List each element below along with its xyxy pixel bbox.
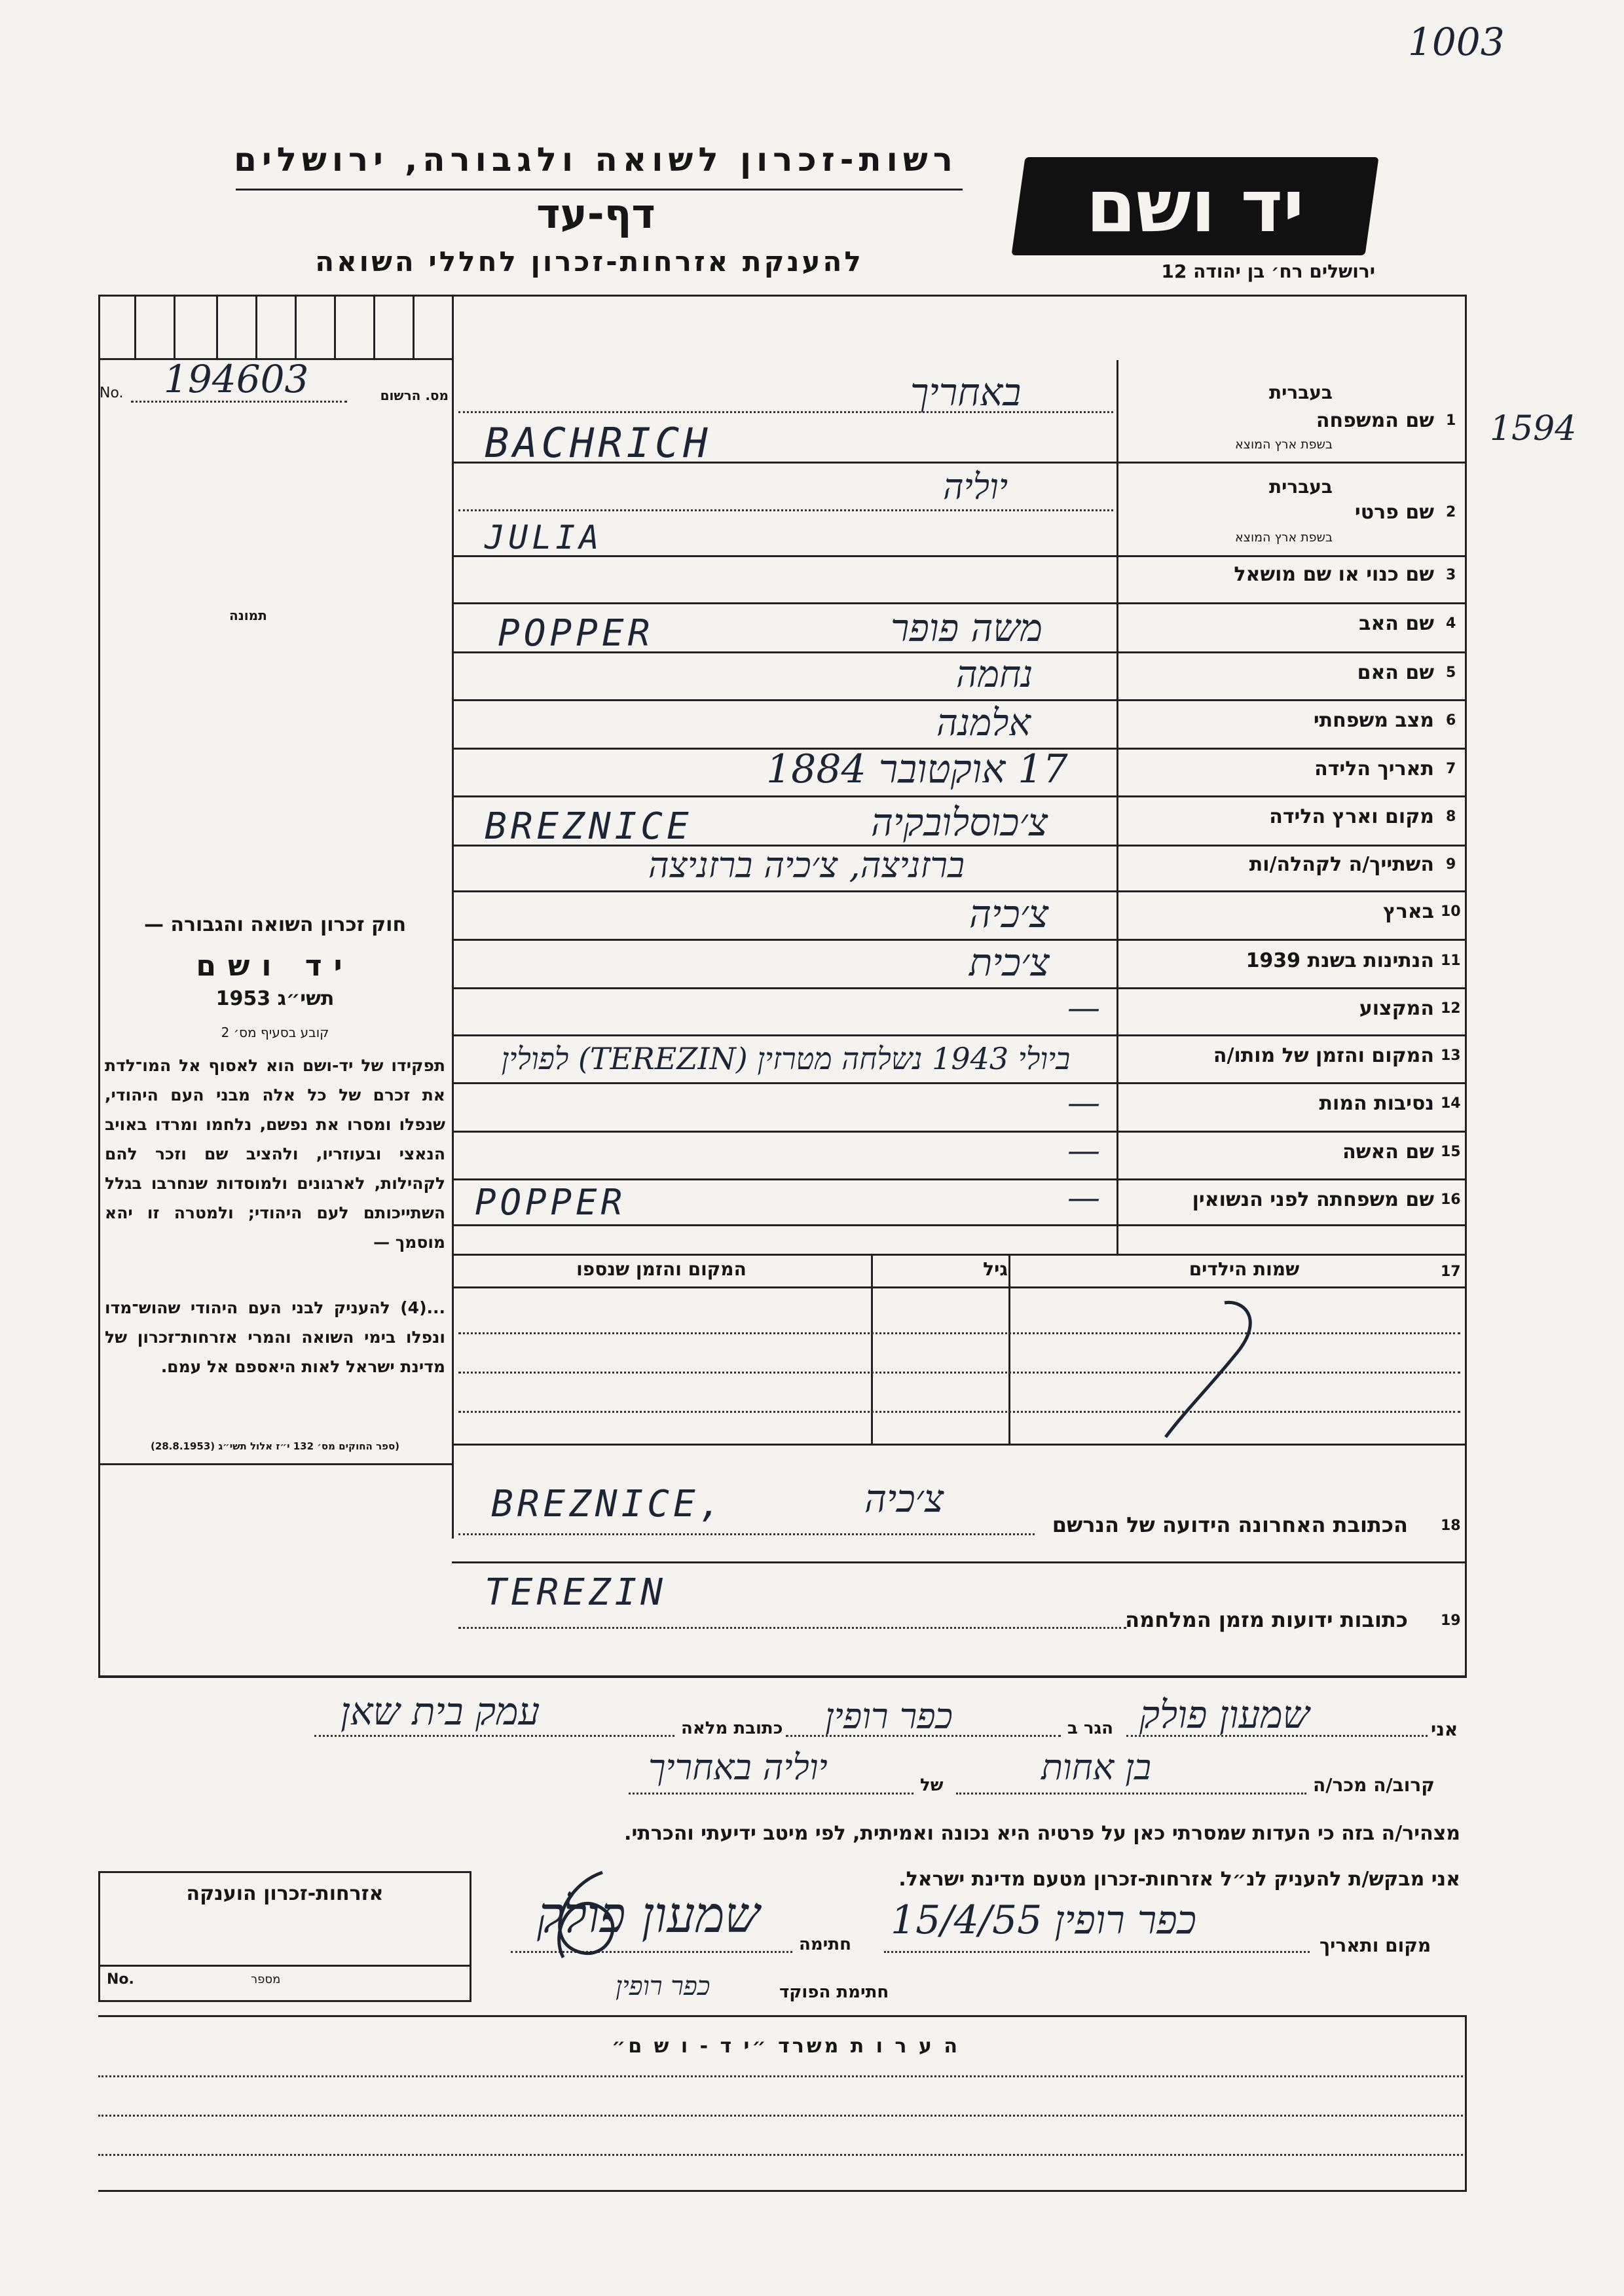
row-divider-11 — [452, 987, 1467, 989]
official-signature-label: חתימת הפוקד — [779, 1982, 889, 2002]
last-address-label: הכתובת האחרונה הידועה של הנרשם — [1052, 1512, 1408, 1537]
field-6-number: 6 — [1446, 712, 1456, 729]
form-frame — [98, 295, 1467, 1677]
place-date-dotted — [884, 1951, 1310, 1953]
field-11-number: 11 — [1441, 953, 1461, 969]
field-9-label: השתייך/ה לקהלה/ות — [1249, 853, 1434, 876]
last-address-dotted — [458, 1533, 1035, 1535]
field-16-latin-value: POPPER — [475, 1182, 627, 1223]
field-8-number: 8 — [1446, 809, 1456, 825]
field-9-value: ברזניצה, צ׳כיה ברזניצה — [648, 845, 965, 886]
law-title: חוק זכרון השואה והגבורה — — [143, 913, 407, 936]
declaration-ani: אני — [1431, 1719, 1458, 1740]
memorial-box-number-label: מספר — [251, 1973, 281, 1986]
field-4-number: 4 — [1446, 615, 1456, 632]
field-3-label: שם כנוי או שם מושאל — [1234, 563, 1434, 586]
row-divider-15 — [452, 1178, 1467, 1180]
row-divider-5 — [452, 699, 1467, 701]
declaration-request: אני מבקש/ת להעניק לנ״ל אזרחות-זכרון מטעם מדינת ישראל. — [898, 1868, 1460, 1891]
row-divider-3 — [452, 602, 1467, 604]
law-year-hebrew: תשי״ג — [277, 987, 335, 1010]
last-address-latin: BREZNICE, — [491, 1483, 726, 1525]
form-subtitle: להענקת אזרחות-זכרון לחללי השואה — [315, 246, 864, 278]
residence-value: כפר רופין — [825, 1696, 953, 1737]
field-16-value: — — [1067, 1178, 1100, 1216]
children-header-line — [452, 1286, 1467, 1288]
field-12-label: המקצוע — [1359, 997, 1434, 1020]
place-date-label: מקום ותאריך — [1320, 1935, 1431, 1956]
wartime-address-dotted — [458, 1627, 1126, 1629]
row-divider-12 — [452, 1034, 1467, 1036]
of-name-dotted — [629, 1793, 913, 1795]
place-date-value: כפר רופין 15/4/55 — [891, 1897, 1196, 1943]
law-citation: (ספר החוקים מס׳ 132 י״ז אלול תשי״ג (28.8.1953) — [150, 1440, 400, 1452]
field-4-latin-value: POPPER — [498, 612, 654, 655]
archive-number: 1003 — [1408, 20, 1505, 64]
field-13-number: 13 — [1441, 1048, 1461, 1064]
remarks-right-border — [1465, 2015, 1467, 2192]
field-13-value: ביולי 1943 נשלחה מטרזין (TEREZIN) לפולין — [501, 1041, 1071, 1076]
wartime-address-label: כתובות ידועות מזמן המלחמה — [1125, 1607, 1408, 1632]
of-label: של — [920, 1776, 944, 1795]
field-8-latin-value: BREZNICE — [485, 805, 693, 848]
label-column-divider — [1116, 360, 1118, 1254]
registration-no-label: No. — [100, 385, 124, 401]
field-16-number: 16 — [1441, 1192, 1461, 1208]
field-14-label: נסיבות המות — [1319, 1092, 1434, 1115]
row-divider-2 — [452, 555, 1467, 557]
left-column-divider — [452, 295, 454, 1539]
field-2-number: 2 — [1446, 504, 1456, 520]
declaration-statement: מצהיר/ה בזה כי העדות שמסרתי כאן על פרטיה היא נכונה ואמיתית, לפי מיטב ידיעתי והכרתי. — [624, 1822, 1460, 1845]
relation-value: בן אחות — [1041, 1747, 1152, 1788]
field-15-number: 15 — [1441, 1144, 1461, 1160]
field-11-value: צ׳כית — [969, 940, 1050, 985]
law-year-number: 1953 — [215, 987, 271, 1010]
signature: שמעון פולק — [537, 1886, 760, 1944]
field-6-label: מצב משפחתי — [1313, 709, 1434, 732]
row-divider-7 — [452, 795, 1467, 797]
children-col-place-time: המקום והזמן שנספו — [576, 1258, 747, 1280]
children-row-line-2 — [458, 1372, 1460, 1374]
yad-vashem-logo — [1011, 157, 1378, 255]
field-15-value: — — [1067, 1131, 1100, 1169]
children-bottom-line — [452, 1444, 1467, 1446]
children-row-line-3 — [458, 1411, 1460, 1413]
declaration-top-line — [98, 1676, 1467, 1678]
field-2-latin-value: JULIA — [485, 519, 603, 556]
field-16-label: שם משפחתה לפני הנשואין — [1192, 1188, 1434, 1211]
children-col-age: גיל — [983, 1258, 1008, 1280]
side-note-number: 1594 — [1490, 409, 1577, 448]
registration-label: מס. הרשום — [380, 388, 449, 403]
law-logo: יד ושם — [196, 949, 354, 983]
field-2-hebrew-value: יוליה — [943, 466, 1008, 507]
form-title: דף-עד — [536, 190, 655, 238]
last-address-number: 18 — [1441, 1518, 1461, 1534]
official-stamp: כפר רופין — [616, 1971, 710, 2001]
law-paragraph-1: תפקידו של יד-ושם הוא לאסוף אל המו־לדת את זכרם של כל אלה מבני העם היהודי, שנפלו ומסרו את נפשם, נלחמו ומרדו באויב הנאצי ובעוזריו, ולהציב שם וזכר להם לקהילות, לארגונים ולמוסדות שנחרבו בגלל השתייכותם לעם היהודי; ולמטרה זו יהא מוסמך — — [105, 1056, 445, 1252]
authority-title: רשות-זכרון לשואה ולגבורה, ירושלים — [234, 141, 958, 179]
field-5-value: נחמה — [956, 653, 1033, 696]
memorial-box — [98, 1871, 471, 2002]
field-2-separator — [458, 509, 1113, 511]
field-10-label: בארץ — [1382, 900, 1434, 923]
relative-label: קרוב/ה מכר/ה — [1313, 1774, 1435, 1796]
remarks-line-1 — [98, 2075, 1467, 2077]
full-address-label: כתובת מלאה — [681, 1719, 783, 1738]
row-divider-18 — [452, 1561, 1467, 1563]
field-11-label: הנתינות בשנת 1939 — [1246, 949, 1434, 972]
resides-at-label: הגר ב — [1067, 1719, 1114, 1738]
field-14-number: 14 — [1441, 1095, 1461, 1112]
declarant-name: שמעון פולק — [1139, 1692, 1310, 1737]
signature-label: חתימה — [799, 1935, 851, 1954]
law-clause: קובע בסעיף מס׳ 2 — [221, 1025, 329, 1040]
field-7-number: 7 — [1446, 761, 1456, 777]
field-5-label: שם האם — [1357, 661, 1434, 684]
field-2-origin-language: בשפת ארץ המוצא — [1234, 530, 1333, 545]
remarks-line-3 — [98, 2154, 1467, 2156]
memorial-box-title: אזרחות-זכרון הוענקה — [186, 1882, 384, 1905]
field-1-separator — [458, 411, 1113, 413]
field-9-number: 9 — [1446, 856, 1456, 873]
field-14-value: — — [1067, 1084, 1100, 1121]
field-1-latin-value: BACHRICH — [485, 419, 712, 467]
memorial-box-divider — [100, 1965, 470, 1967]
field-8-label: מקום וארץ הלידה — [1269, 805, 1434, 828]
remarks-label: ה ע ר ו ת משרד ״י ד - ו ש ם״ — [612, 2035, 960, 2058]
top-grid-boxes — [98, 295, 452, 360]
address-value: עמק בית שאן — [341, 1689, 540, 1734]
children-col-names: שמות הילדים — [1189, 1258, 1300, 1280]
field-6-value: אלמנה — [936, 702, 1031, 744]
law-year — [101, 987, 449, 1010]
children-number: 17 — [1441, 1264, 1461, 1280]
field-1-in-hebrew: בעברית — [1268, 382, 1333, 403]
remarks-top-line — [98, 2015, 1467, 2017]
field-2-in-hebrew: בעברית — [1268, 476, 1333, 498]
memorial-box-no: No. — [107, 1971, 134, 1988]
field-4-hebrew-value: משה פופר — [891, 606, 1043, 650]
field-10-value: צ׳כיה — [969, 892, 1049, 936]
row-divider-17 — [452, 1254, 1467, 1256]
children-strike-mark — [1133, 1293, 1277, 1450]
logo-text: יד ושם — [1086, 164, 1304, 248]
row-divider-10 — [452, 939, 1467, 941]
remarks-bottom-line — [98, 2190, 1467, 2192]
address-dotted — [314, 1735, 674, 1737]
last-address-hebrew: צ׳כיה — [864, 1476, 944, 1521]
remarks-line-2 — [98, 2115, 1467, 2117]
wartime-address-number: 19 — [1441, 1613, 1461, 1629]
row-divider-13 — [452, 1082, 1467, 1084]
row-divider-16 — [452, 1224, 1467, 1226]
field-1-origin-language: בשפת ארץ המוצא — [1234, 437, 1333, 452]
field-7-value: 17 אוקטובר 1884 — [766, 746, 1068, 792]
of-name-value: יוליה באחריך — [648, 1747, 828, 1788]
field-15-label: שם האשה — [1342, 1140, 1434, 1163]
field-5-number: 5 — [1446, 665, 1456, 681]
law-paragraph-2: ...(4) להעניק לבני העם היהודי שהוש־מדו ונפלו בימי השואה והמרי אזרחות־זכרון של מדינת ישראל לאות היאספם אל עמם. — [105, 1298, 445, 1376]
children-col-divider-2 — [1008, 1254, 1010, 1444]
field-12-value: — — [1067, 989, 1100, 1027]
field-12-number: 12 — [1441, 1000, 1461, 1017]
field-10-number: 10 — [1441, 903, 1461, 920]
field-3-number: 3 — [1446, 567, 1456, 583]
row-divider-14 — [452, 1131, 1467, 1133]
field-4-label: שם האב — [1359, 612, 1434, 635]
logo-address: ירושלים רח׳ בן יהודה 12 — [1161, 261, 1375, 282]
field-1-label: שם המשפחה — [1316, 409, 1434, 432]
relation-dotted — [956, 1793, 1306, 1795]
field-7-label: תאריך הלידה — [1314, 757, 1434, 780]
children-row-line-1 — [458, 1332, 1460, 1334]
registration-number: 194603 — [164, 357, 309, 401]
field-13-label: המקום והזמן של מותו/ה — [1213, 1044, 1434, 1067]
wartime-address-latin: TEREZIN — [485, 1571, 667, 1614]
law-box-bottom — [98, 1463, 452, 1465]
field-1-hebrew-value: באחריך — [910, 370, 1022, 414]
row-divider-9 — [452, 890, 1467, 892]
photo-label: תמונה — [229, 608, 267, 623]
field-8-hebrew-value: צ׳כוסלובקיה — [871, 800, 1048, 845]
children-col-divider-1 — [871, 1254, 873, 1444]
signature-flourish — [504, 1859, 648, 1971]
field-2-label: שם פרטי — [1354, 501, 1434, 524]
field-1-number: 1 — [1446, 412, 1456, 429]
